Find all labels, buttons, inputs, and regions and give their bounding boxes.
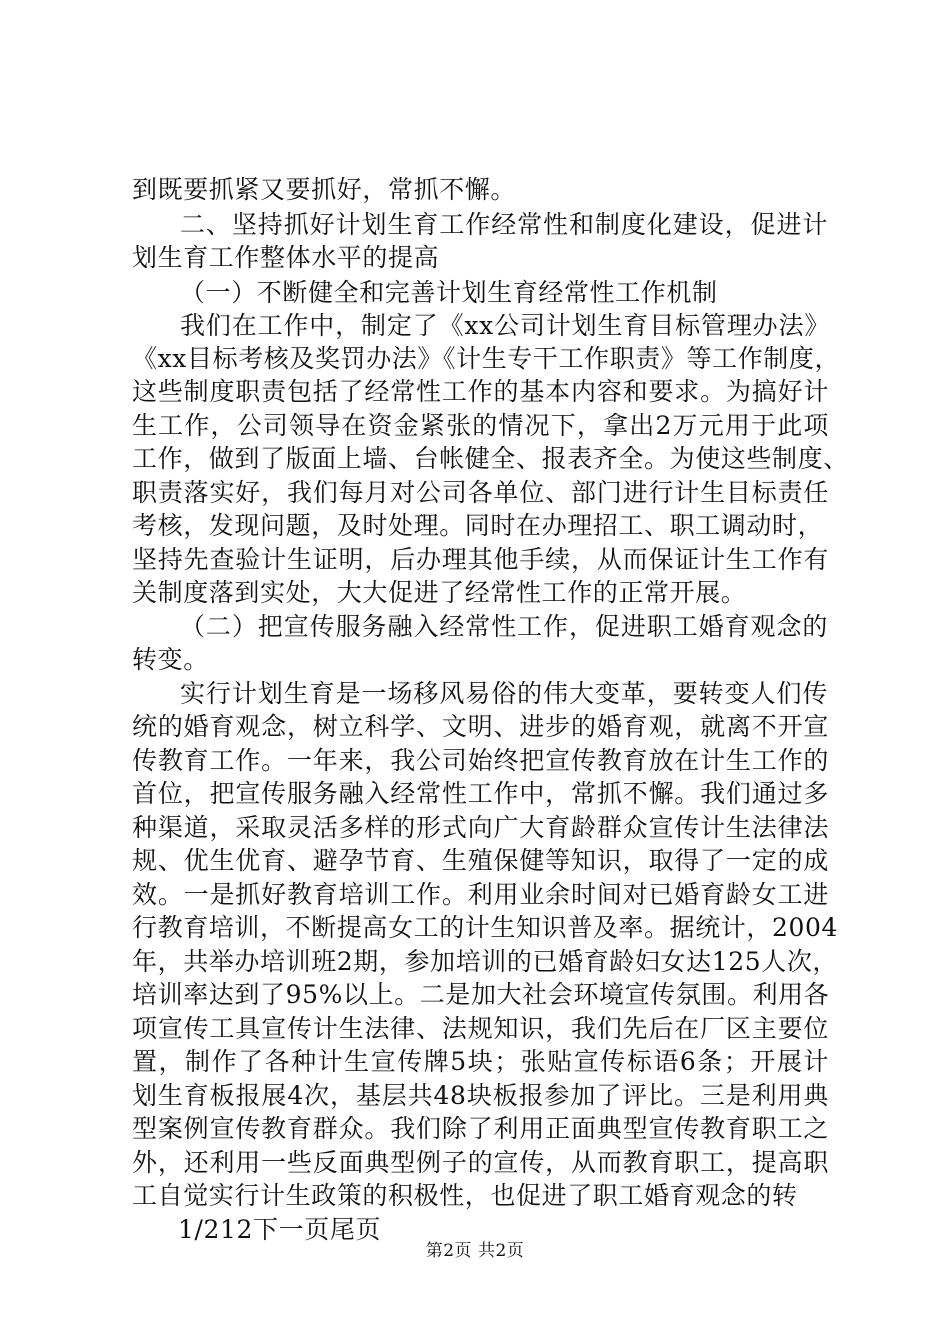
text-line: 年，共举办培训班2期，参加培训的已婚育龄妇女达125人次，	[132, 947, 839, 976]
page-number-footer: 第2页 共2页	[425, 1241, 525, 1261]
text-line: 规、优生优育、避孕节育、生殖保健等知识，取得了一定的成	[132, 846, 829, 875]
text-line: 外，还利用一些反面典型例子的宣传，从而教育职工，提高职	[132, 1148, 829, 1177]
section-heading: 二、坚持抓好计划生育工作经常性和制度化建设，促进计	[180, 210, 828, 239]
text-line: 这些制度职责包括了经常性工作的基本内容和要求。为搞好计	[132, 377, 829, 406]
subsection-heading: （二）把宣传服务融入经常性工作，促进职工婚育观念的	[180, 612, 828, 641]
subsection-heading: 转变。	[132, 645, 209, 674]
pagination-link-text[interactable]: 1/212下一页尾页	[178, 1215, 382, 1244]
text-line: 到既要抓紧又要抓好，常抓不懈。	[132, 175, 517, 204]
text-line: 效。一是抓好教育培训工作。利用业余时间对已婚育龄女工进	[132, 880, 829, 909]
text-line: 关制度落到实处，大大促进了经常性工作的正常开展。	[132, 578, 747, 607]
section-heading: 划生育工作整体水平的提高	[132, 243, 440, 272]
text-line: 传教育工作。一年来，我公司始终把宣传教育放在计生工作的	[132, 746, 829, 775]
text-line: 职责落实好，我们每月对公司各单位、部门进行计生目标责任	[132, 478, 829, 507]
text-line: 种渠道，采取灵活多样的形式向广大育龄群众宣传计生法律法	[132, 813, 829, 842]
text-line: 我们在工作中，制定了《xx公司计划生育目标管理办法》	[180, 311, 830, 340]
text-line: 坚持先查验计生证明，后办理其他手续，从而保证计生工作有	[132, 545, 829, 574]
text-line: 考核，发现问题，及时处理。同时在办理招工、职工调动时，	[132, 511, 824, 540]
text-line: 行教育培训，不断提高女工的计生知识普及率。据统计，2004	[132, 913, 839, 942]
text-line: 划生育板报展4次，基层共48块板报参加了评比。三是利用典	[132, 1081, 829, 1110]
text-line: 生工作，公司领导在资金紧张的情况下，拿出2万元用于此项	[132, 411, 829, 440]
text-line: 置，制作了各种计生宣传牌5块；张贴宣传标语6条；开展计	[132, 1047, 829, 1076]
text-line: 培训率达到了95%以上。二是加大社会环境宣传氛围。利用各	[132, 980, 830, 1009]
text-line: 《xx目标考核及奖罚办法》《计生专干工作职责》等工作制度，	[132, 344, 841, 373]
text-line: 型案例宣传教育群众。我们除了利用正面典型宣传教育职工之	[132, 1114, 829, 1143]
text-line: 工作，做到了版面上墙、台帐健全、报表齐全。为使这些制度、	[132, 444, 849, 473]
text-line: 项宣传工具宣传计生法律、法规知识，我们先后在厂区主要位	[132, 1014, 829, 1043]
subsection-heading: （一）不断健全和完善计划生育经常性工作机制	[180, 278, 718, 307]
text-line: 实行计划生育是一场移风易俗的伟大变革，要转变人们传	[180, 679, 828, 708]
text-line: 首位，把宣传服务融入经常性工作中，常抓不懈。我们通过多	[132, 779, 829, 808]
text-line: 统的婚育观念，树立科学、文明、进步的婚育观，就离不开宣	[132, 712, 829, 741]
text-line: 工自觉实行计生政策的积极性，也促进了职工婚育观念的转	[132, 1181, 798, 1210]
